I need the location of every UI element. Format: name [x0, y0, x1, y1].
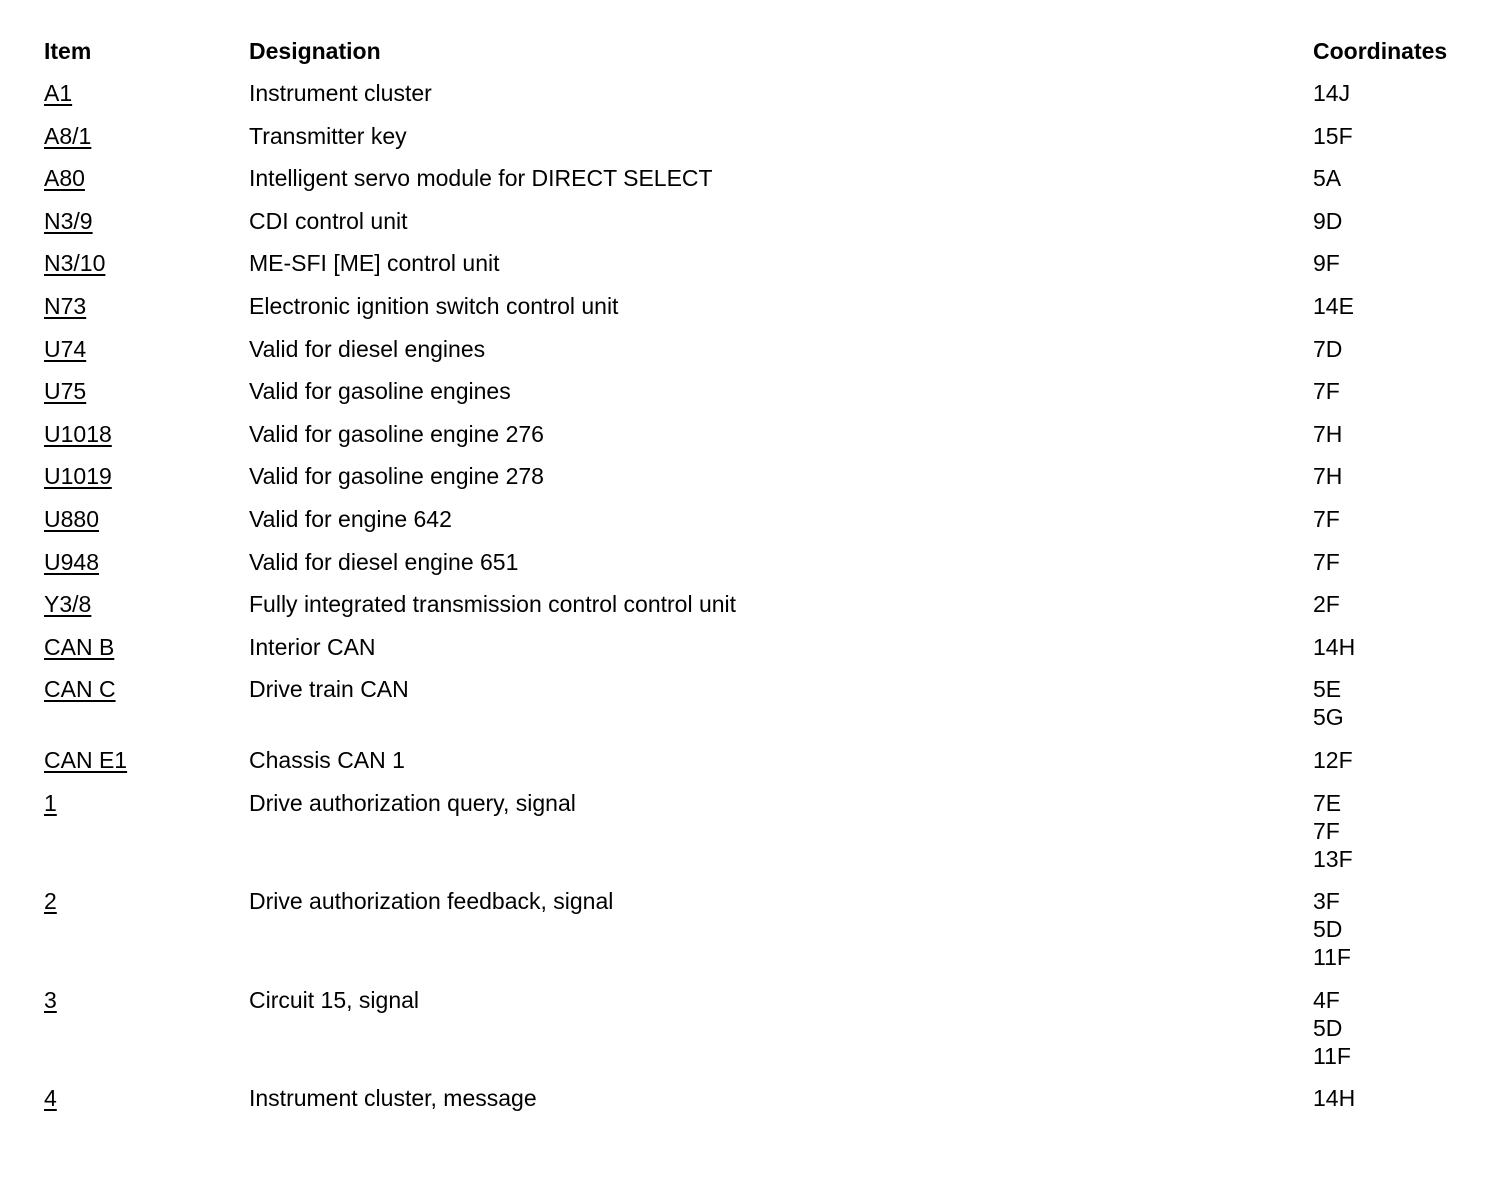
coordinates-cell	[1313, 789, 1353, 873]
designation-text: Instrument cluster, message	[249, 1085, 537, 1112]
table-row	[44, 887, 1484, 986]
coordinate-value: 7D	[1313, 335, 1343, 362]
item-link[interactable]: 1	[44, 789, 57, 816]
designation-text: Valid for engine 642	[249, 505, 452, 532]
item-link[interactable]: U1019	[44, 463, 112, 490]
coordinate-value: 5E	[1313, 676, 1342, 703]
table-body	[44, 79, 1484, 1127]
item-link[interactable]: 2	[44, 888, 57, 915]
coordinate-value: 11F	[1313, 944, 1351, 971]
coordinates-cell	[1313, 590, 1340, 618]
coordinate-value: 13F	[1313, 845, 1353, 872]
table-header	[44, 37, 1484, 79]
item-link[interactable]: A1	[44, 80, 73, 106]
coordinate-value: 3F	[1313, 888, 1340, 915]
coordinate-value: 7F	[1313, 548, 1340, 575]
designation-text: Chassis CAN 1	[249, 746, 405, 773]
coordinate-value: 14E	[1313, 292, 1354, 319]
table-row	[44, 164, 1484, 207]
table-row	[44, 462, 1484, 505]
designation-text: Valid for gasoline engine 278	[249, 463, 544, 490]
coordinate-value: 5D	[1313, 916, 1343, 943]
legend-table	[44, 37, 1484, 1127]
designation-text: Valid for diesel engine 651	[249, 548, 519, 575]
table-row	[44, 122, 1484, 165]
coordinates-cell	[1313, 292, 1354, 320]
coordinates-cell	[1313, 462, 1342, 490]
coordinate-value: 5G	[1313, 704, 1344, 731]
coordinate-value: 9F	[1313, 250, 1340, 277]
designation-text: Valid for gasoline engines	[249, 378, 511, 405]
item-link[interactable]: CAN B	[44, 633, 115, 660]
item-column-header: Item	[44, 38, 92, 64]
coordinates-cell	[1313, 746, 1353, 774]
coordinates-cell	[1313, 1084, 1355, 1112]
coordinates-cell	[1313, 633, 1355, 661]
coordinates-cell	[1313, 164, 1341, 192]
designation-text: Circuit 15, signal	[249, 986, 420, 1013]
coordinate-value: 2F	[1313, 591, 1340, 618]
table-row	[44, 789, 1484, 888]
table-row	[44, 292, 1484, 335]
coordinate-value: 4F	[1313, 986, 1340, 1013]
item-link[interactable]: Y3/8	[44, 591, 92, 618]
coordinates-cell	[1313, 887, 1351, 971]
item-link[interactable]: N3/10	[44, 250, 106, 277]
designation-text: Instrument cluster	[249, 80, 432, 106]
coordinate-value: 7H	[1313, 463, 1343, 490]
coordinates-cell	[1313, 505, 1340, 533]
table-row	[44, 986, 1484, 1085]
coordinates-cell	[1313, 249, 1340, 277]
coordinate-value: 15F	[1313, 122, 1353, 149]
item-link[interactable]: A80	[44, 165, 85, 192]
coordinate-value: 7F	[1313, 817, 1340, 844]
coordinate-value: 7F	[1313, 505, 1340, 532]
item-link[interactable]: U1018	[44, 420, 112, 447]
item-link[interactable]: 4	[44, 1085, 57, 1112]
coordinate-value: 14H	[1313, 1085, 1356, 1112]
table-row	[44, 335, 1484, 378]
table-row	[44, 675, 1484, 746]
coordinates-cell	[1313, 420, 1342, 448]
table-row	[44, 377, 1484, 420]
designation-text: Valid for gasoline engine 276	[249, 420, 544, 447]
coordinate-value: 14H	[1313, 633, 1356, 660]
coordinate-value: 7F	[1313, 378, 1340, 405]
coordinates-cell	[1313, 377, 1340, 405]
item-link[interactable]: CAN E1	[44, 746, 128, 773]
coordinates-cell	[1313, 986, 1351, 1070]
coordinate-value: 7E	[1313, 789, 1342, 816]
item-link[interactable]: A8/1	[44, 122, 92, 149]
item-link[interactable]: U75	[44, 378, 87, 405]
coordinates-cell	[1313, 548, 1340, 576]
coordinate-value: 9D	[1313, 207, 1343, 234]
coordinates-cell	[1313, 207, 1342, 235]
table-row	[44, 633, 1484, 676]
table-row	[44, 420, 1484, 463]
item-link[interactable]: CAN C	[44, 676, 116, 703]
coordinates-cell	[1313, 122, 1353, 150]
coordinate-value: 7H	[1313, 420, 1343, 447]
coordinate-value: 14J	[1313, 80, 1351, 106]
item-link[interactable]: U880	[44, 505, 99, 532]
table-row	[44, 590, 1484, 633]
designation-text: Drive train CAN	[249, 676, 409, 703]
designation-text: Transmitter key	[249, 122, 407, 149]
table-row	[44, 505, 1484, 548]
item-link[interactable]: U948	[44, 548, 99, 575]
designation-text: Drive authorization query, signal	[249, 789, 576, 816]
designation-text: Fully integrated transmission control control unit	[249, 591, 737, 618]
item-link[interactable]: N3/9	[44, 207, 93, 234]
designation-text: Valid for diesel engines	[249, 335, 486, 362]
designation-column-header: Designation	[249, 38, 381, 64]
table-row	[44, 207, 1484, 250]
coordinates-cell	[1313, 335, 1342, 363]
designation-text: Intelligent servo module for DIRECT SELECT	[249, 165, 713, 192]
item-link[interactable]: 3	[44, 986, 57, 1013]
coordinate-value: 12F	[1313, 746, 1353, 773]
table-row	[44, 548, 1484, 591]
designation-text: Interior CAN	[249, 633, 376, 660]
coordinate-value: 5D	[1313, 1014, 1343, 1041]
coordinates-cell	[1313, 79, 1350, 107]
designation-text: Drive authorization feedback, signal	[249, 888, 614, 915]
table-row	[44, 249, 1484, 292]
table-row	[44, 79, 1484, 122]
designation-text: CDI control unit	[249, 207, 408, 234]
item-link[interactable]: N73	[44, 292, 87, 319]
coordinates-cell	[1313, 675, 1344, 731]
designation-text: ME-SFI [ME] control unit	[249, 250, 500, 277]
table-row	[44, 1084, 1484, 1127]
coordinate-value: 11F	[1313, 1042, 1351, 1069]
table-row	[44, 746, 1484, 789]
designation-text: Electronic ignition switch control unit	[249, 292, 619, 319]
coordinates-column-header: Coordinates	[1313, 38, 1448, 64]
coordinate-value: 5A	[1313, 165, 1342, 192]
item-link[interactable]: U74	[44, 335, 87, 362]
